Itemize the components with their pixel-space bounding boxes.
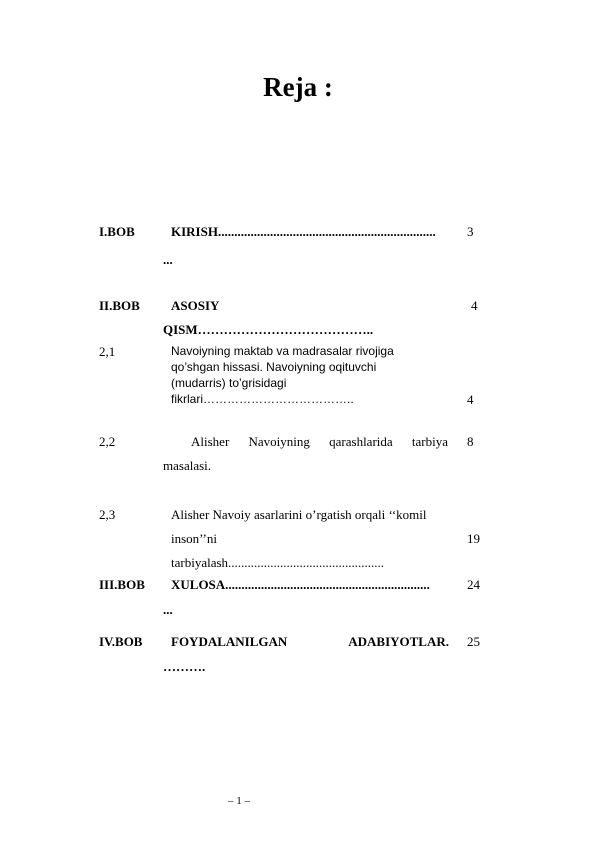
toc-page-4: 8 bbox=[467, 434, 474, 449]
toc-entry-6-line1: XULOSA............................................................... bbox=[171, 577, 430, 592]
toc-page-3: 4 bbox=[467, 392, 474, 407]
toc-number-5: 2,3 bbox=[99, 507, 116, 522]
toc-entry-5-line2: inson’’ni bbox=[171, 531, 217, 546]
toc-entry-7-line2: ………. bbox=[163, 659, 206, 674]
toc-number-2: II.BOB bbox=[99, 298, 140, 313]
toc-number-7: IV.BOB bbox=[99, 634, 143, 649]
toc-page-2: 4 bbox=[471, 298, 478, 313]
toc-entry-4-line2: masalasi. bbox=[163, 458, 212, 473]
toc-entry-5-line3: tarbiyalash................................................ bbox=[171, 555, 385, 570]
toc-number-3: 2,1 bbox=[99, 344, 116, 359]
toc-number-1: I.BOB bbox=[99, 224, 135, 239]
toc-entry-7-line1: FOYDALANILGAN ADABIYOTLAR. bbox=[171, 634, 449, 649]
toc-entry-3-line3: (mudarris) to’grisidagi bbox=[171, 376, 287, 390]
page-title: Reja : bbox=[263, 72, 333, 102]
toc-page-5: 19 bbox=[467, 531, 480, 546]
toc-number-6: III.BOB bbox=[99, 577, 145, 592]
toc-entry-2-line1: ASOSIY bbox=[171, 298, 220, 313]
page-number-footer: – 1 – bbox=[228, 795, 250, 807]
toc-entry-6-line2: ... bbox=[163, 602, 173, 617]
toc-entry-1-line2: ... bbox=[163, 252, 173, 267]
toc-entry-3-line2: qo’shgan hissasi. Navoiyning oqituvchi bbox=[171, 360, 377, 374]
toc-entry-5-line1: Alisher Navoiy asarlarini o’rgatish orqali ‘‘komil bbox=[171, 507, 427, 522]
toc-entry-3-line1: Navoiyning maktab va madrasalar rivojiga bbox=[171, 344, 394, 358]
toc-entry-1-line1: KIRISH................................................................... bbox=[171, 224, 436, 239]
toc-entry-3-line4: fikrlari……………………………….. bbox=[171, 392, 354, 406]
toc-page-7: 25 bbox=[467, 634, 480, 649]
toc-page-6: 24 bbox=[467, 577, 480, 592]
toc-entry-4-line1: Alisher Navoiyning qarashlarida tarbiya bbox=[191, 434, 448, 449]
toc-entry-2-line2: QISM………………………………….. bbox=[163, 322, 374, 337]
toc-number-4: 2,2 bbox=[99, 434, 116, 449]
toc-page-1: 3 bbox=[467, 224, 474, 239]
